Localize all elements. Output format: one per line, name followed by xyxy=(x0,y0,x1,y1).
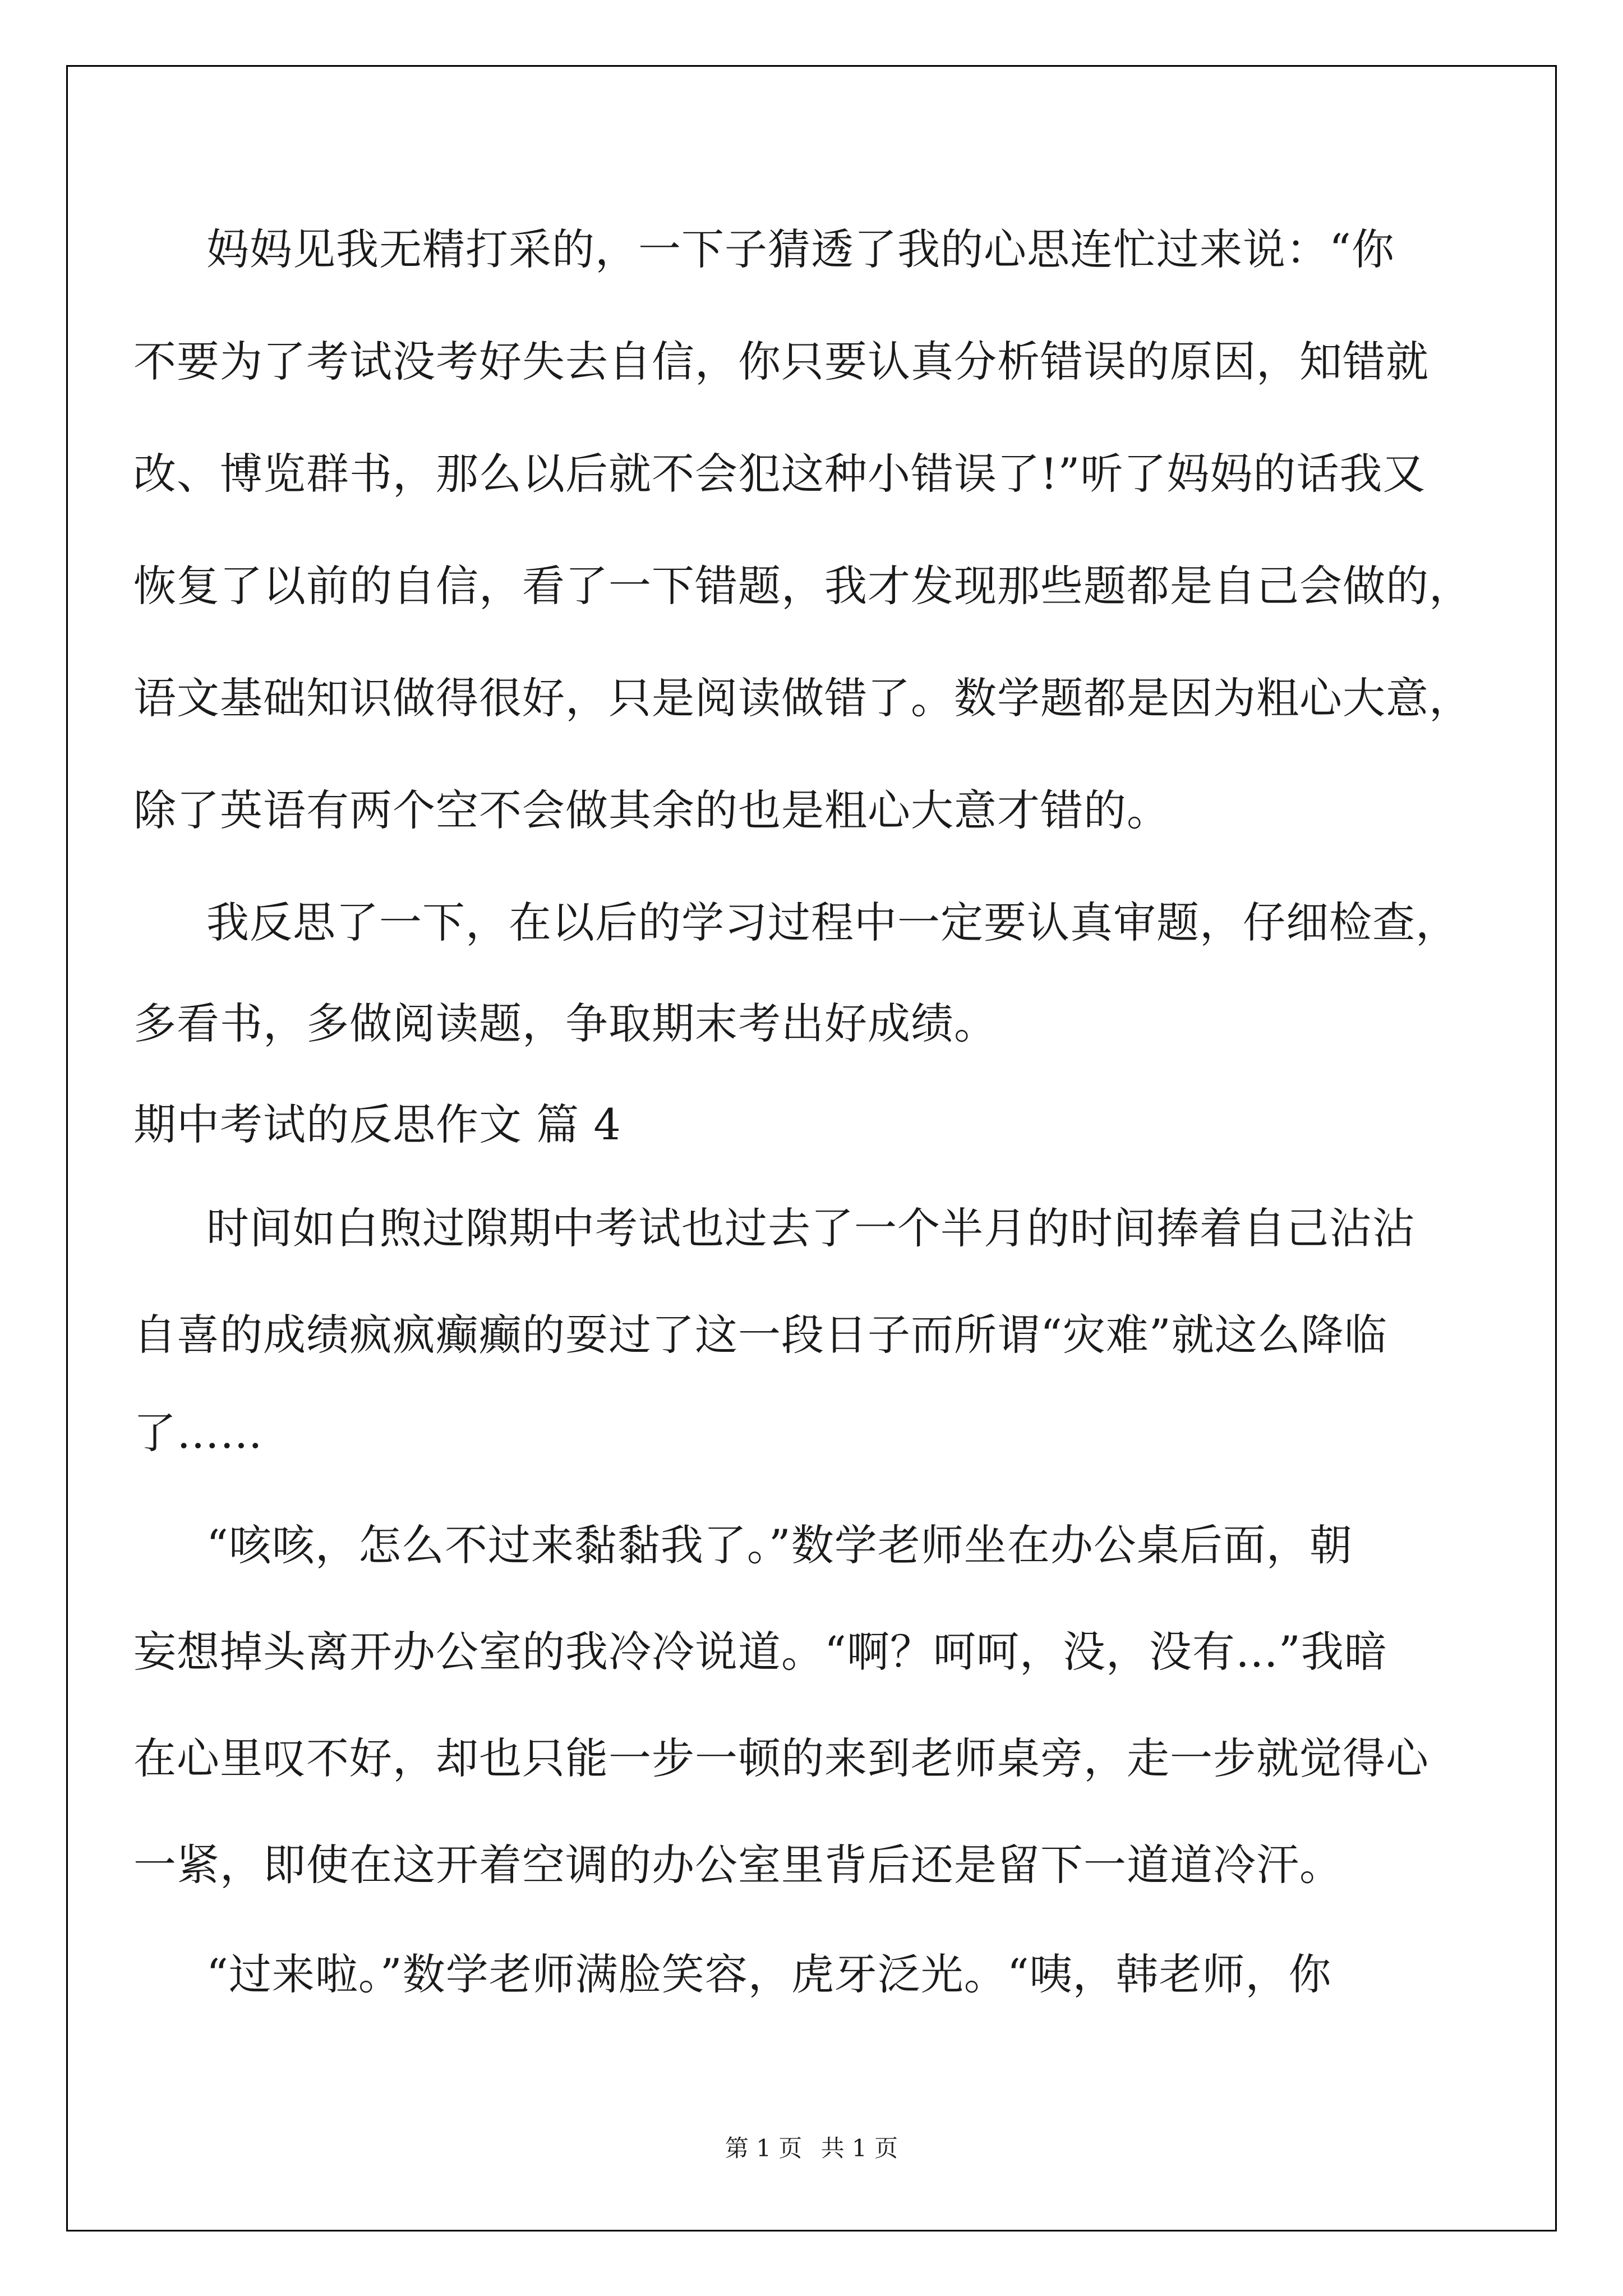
page-number: 第 1 页 xyxy=(725,2134,803,2162)
paragraph-line: 多看书，多做阅读题，争取期末考出好成绩。 xyxy=(133,999,997,1048)
section-heading: 期中考试的反思作文 篇 4 xyxy=(133,1099,621,1149)
paragraph-line: 除了英语有两个空不会做其余的也是粗心大意才错的。 xyxy=(133,785,1170,835)
paragraph-line: 自喜的成绩疯疯癫癫的耍过了这一段日子而所谓“灾难”就这么降临 xyxy=(133,1310,1387,1360)
paragraph-line: 时间如白煦过隙期中考试也过去了一个半月的时间捧着自己沾沾 xyxy=(206,1203,1415,1253)
paragraph-line: 在心里叹不好，却也只能一步一顿的来到老师桌旁，走一步就觉得心 xyxy=(133,1733,1429,1783)
paragraph-line: 恢复了以前的自信，看了一下错题，我才发现那些题都是自己会做的， xyxy=(133,561,1472,611)
paragraph-line: 改、博览群书，那么以后就不会犯这种小错误了!”听了妈妈的话我又 xyxy=(133,449,1426,499)
page-total: 共 1 页 xyxy=(820,2134,898,2162)
paragraph-line: 妄想掉头离开办公室的我冷冷说道。“啊？呵呵，没，没有…”我暗 xyxy=(133,1627,1387,1677)
paragraph-line: “过来啦。”数学老师满脸笑容，虎牙泛光。“咦，韩老师，你 xyxy=(206,1949,1332,1999)
paragraph-line: 我反思了一下，在以后的学习过程中一定要认真审题，仔细检查， xyxy=(206,898,1459,947)
paragraph-line: 语文基础知识做得很好，只是阅读做错了。数学题都是因为粗心大意， xyxy=(133,673,1472,723)
paragraph-line: 不要为了考试没考好失去自信，你只要认真分析错误的原因，知错就 xyxy=(133,337,1429,386)
page-footer xyxy=(0,2132,1623,2165)
paragraph-line: 了…… xyxy=(133,1408,263,1458)
paragraph-line: 妈妈见我无精打采的，一下子猜透了我的心思连忙过来说：“你 xyxy=(206,224,1395,274)
paragraph-line: “咳咳，怎么不过来黏黏我了。”数学老师坐在办公桌后面，朝 xyxy=(206,1520,1353,1570)
paragraph-line: 一紧，即使在这开着空调的办公室里背后还是留下一道道冷汗。 xyxy=(133,1840,1343,1890)
